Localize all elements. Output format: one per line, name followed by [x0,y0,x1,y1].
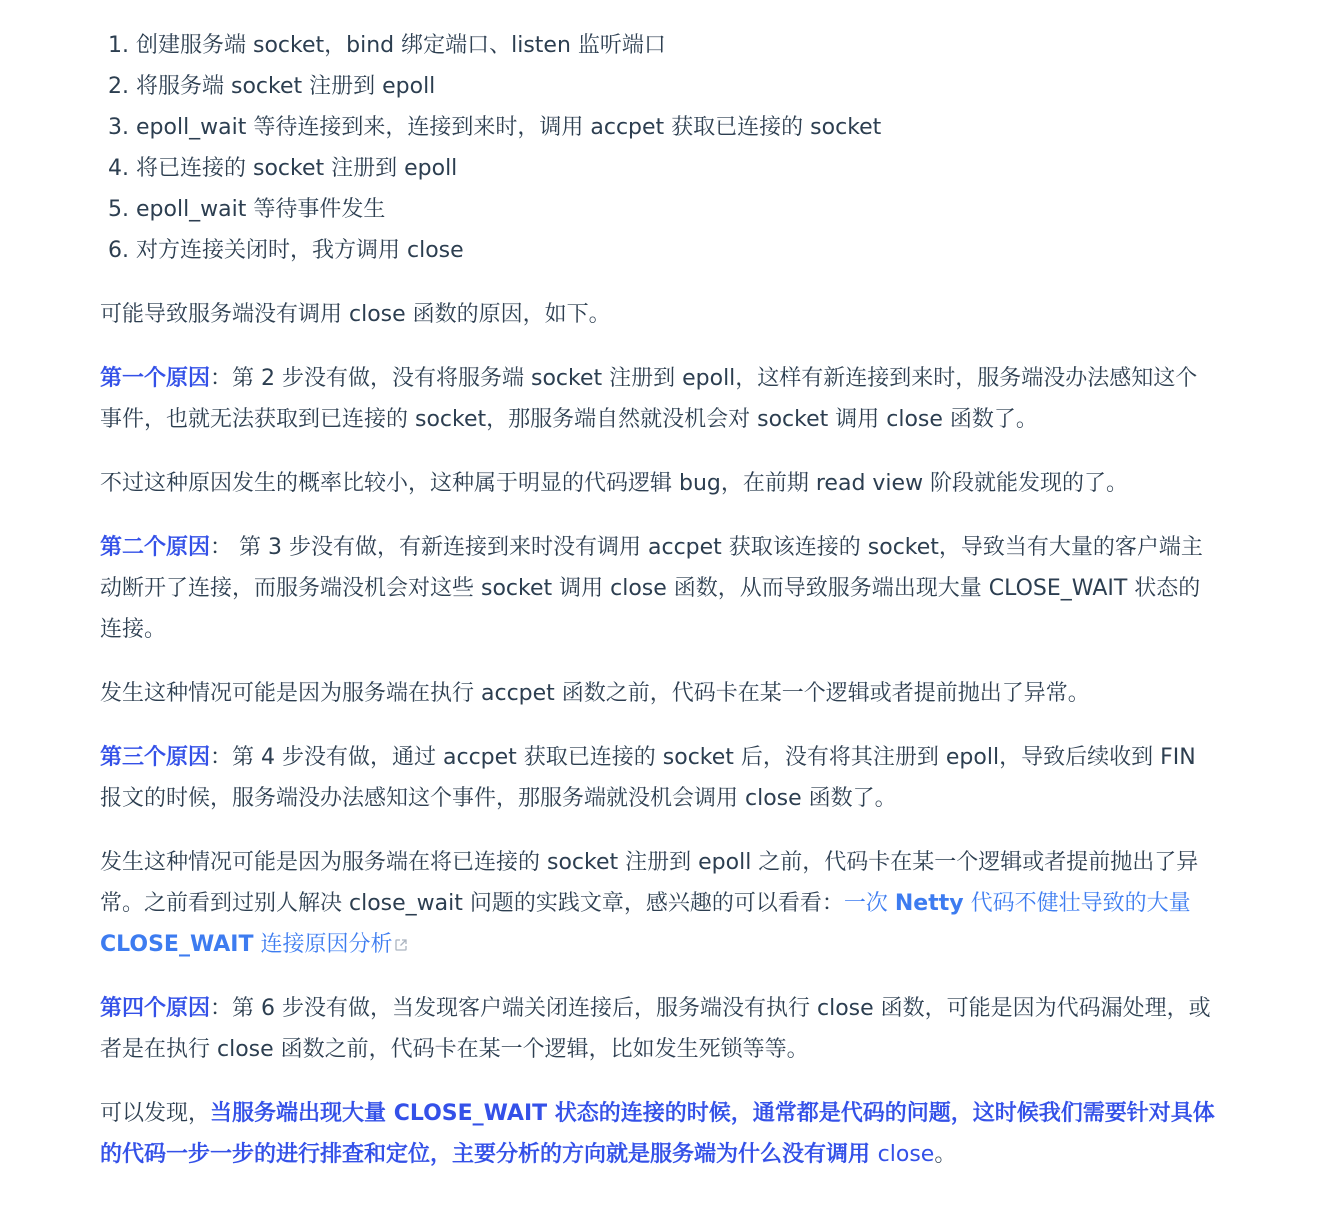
reason-3-text: ：第 4 步没有做，通过 accpet 获取已连接的 socket 后，没有将其注册到 epoll，导致后续收到 FIN 报文的时候，服务端没办法感知这个事件，那服务端就没机会调用 close 函数了。 [100,745,1196,811]
conclusion-prefix: 可以发现， [100,1101,211,1126]
list-text: epoll_wait 等待连接到来，连接到来时，调用 accpet 获取已连接的 socket [136,115,882,140]
article-content [100,25,1215,1175]
list-item [100,189,1215,230]
list-number: 3. [108,115,129,140]
list-text: epoll_wait 等待事件发生 [136,197,386,222]
list-text: 将已连接的 socket 注册到 epoll [136,156,458,181]
link-text: 一次 [843,891,895,916]
list-number: 5. [108,197,129,222]
reason-1-text: ：第 2 步没有做，没有将服务端 socket 注册到 epoll，这样有新连接到来时，服务端没办法感知这个事件，也就无法获取到已连接的 socket，那服务端自然就没机会对 socket 调用 close 函数了。 [100,366,1198,432]
reason-3-paragraph [100,737,1215,819]
conclusion-code: CLOSE_WAIT [393,1101,548,1126]
list-item [100,230,1215,271]
list-number: 2. [108,74,129,99]
reason-4-paragraph [100,988,1215,1070]
conclusion-paragraph [100,1093,1215,1175]
list-text: 将服务端 socket 注册到 epoll [136,74,436,99]
conclusion-suffix: 。 [934,1142,957,1167]
list-number: 1. [108,33,129,58]
link-text: 连接原因分析 [253,932,393,957]
reason-4-label: 第四个原因 [100,996,211,1021]
list-item [100,25,1215,66]
note-2-paragraph: 发生这种情况可能是因为服务端在执行 accpet 函数之前，代码卡在某一个逻辑或者提前抛出了异常。 [100,681,1090,706]
note-1-paragraph: 不过这种原因发生的概率比较小，这种属于明显的代码逻辑 bug，在前期 read view 阶段就能发现的了。 [100,471,1129,496]
list-item [100,66,1215,107]
reason-1-label: 第一个原因 [100,366,211,391]
link-text: Netty [894,891,964,916]
list-item [100,107,1215,148]
intro-paragraph: 可能导致服务端没有调用 close 函数的原因，如下。 [100,302,611,327]
step-list [100,25,1215,271]
note-3-text: 发生这种情况可能是因为服务端在将已连接的 socket 注册到 epoll 之前，代码卡在某一个逻辑或者提前抛出了异常。之前看到过别人解决 close_wait 问题的实践文章，感兴趣的可以看看： [100,850,1199,916]
conclusion-close: close [877,1142,935,1167]
list-number: 6. [108,238,129,263]
reason-1-paragraph [100,358,1215,440]
conclusion-bold-text: 当服务端出现大量 [210,1101,394,1126]
conclusion-bold-text: 状态的连接的时候，通常都是代码的问题，这时候我们需要针对具体的代码一步一步的进行排查和定位，主要分析的方向就是服务端为什么没有调用 [100,1101,1215,1167]
list-item [100,148,1215,189]
list-text: 对方连接关闭时，我方调用 close [136,238,464,263]
list-number: 4. [108,156,129,181]
reason-2-label: 第二个原因 [100,535,211,560]
reason-3-label: 第三个原因 [100,745,211,770]
reason-2-text: ： 第 3 步没有做，有新连接到来时没有调用 accpet 获取该连接的 socket，导致当有大量的客户端主动断开了连接，而服务端没机会对这些 socket 调用 close 函数，从而导致服务端出现大量 CLOSE_WAIT 状态的连接。 [100,535,1203,642]
link-text: 代码不健壮导致的大量 [963,891,1191,916]
reason-4-text: ：第 6 步没有做，当发现客户端关闭连接后，服务端没有执行 close 函数，可能是因为代码漏处理，或者是在执行 close 函数之前，代码卡在某一个逻辑，比如发生死锁等等。 [100,996,1211,1062]
external-link-icon [394,938,408,952]
link-text: CLOSE_WAIT [100,932,254,957]
note-3-paragraph [100,842,1215,965]
list-text: 创建服务端 socket，bind 绑定端口、listen 监听端口 [136,33,666,58]
reason-2-paragraph [100,527,1215,650]
conclusion-emphasis [100,1101,1215,1167]
